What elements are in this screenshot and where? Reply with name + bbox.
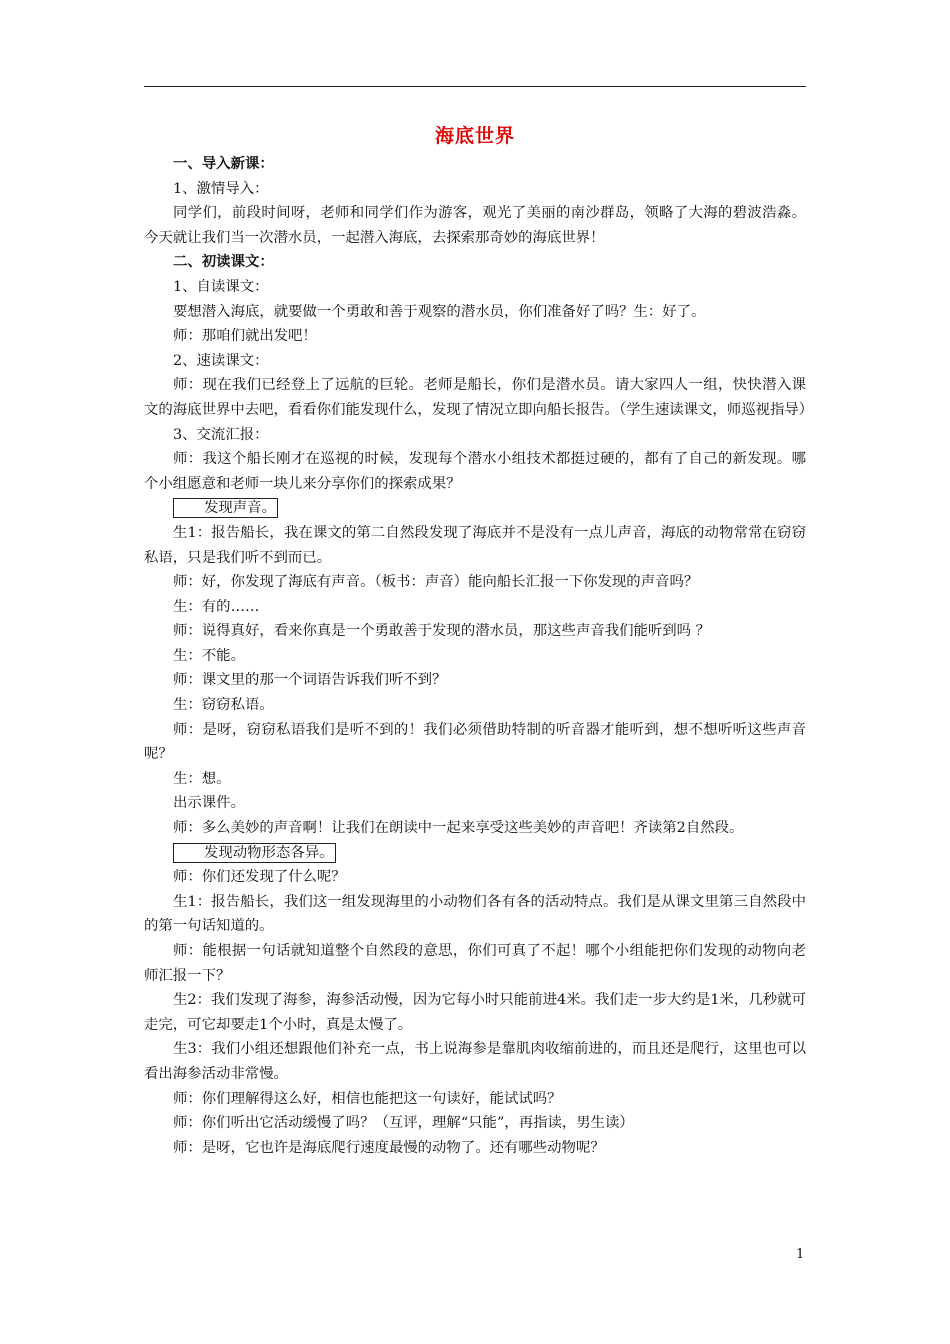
paragraph: 1、激情导入： — [173, 180, 269, 197]
page-number: 1 — [796, 1247, 805, 1262]
paragraph: 师：你们听出它活动缓慢了吗？（互评，理解“只能”，再指读，男生读） — [173, 1115, 634, 1132]
boxed-label: 发现动物形态各异。 — [173, 843, 336, 863]
boxed-label: 发现声音。 — [173, 498, 278, 518]
paragraph-list — [144, 152, 814, 1160]
paragraph: 师：课文里的那一个词语告诉我们听不到？ — [173, 672, 447, 689]
header-rule — [144, 86, 806, 87]
paragraph: 生3：我们小组还想跟他们补充一点，书上说海参是靠肌肉收缩前进的，而且还是爬行，这里也可以看出海参活动非常慢。 — [144, 1041, 806, 1082]
paragraph: 师：多么美妙的声音啊！让我们在朗读中一起来享受这些美妙的声音吧！齐读第2自然段。 — [173, 820, 744, 837]
paragraph: 出示课件。 — [173, 795, 245, 812]
paragraph: 生：不能。 — [173, 647, 245, 664]
paragraph: 师：你们理解得这么好，相信也能把这一句读好，能试试吗？ — [173, 1090, 562, 1107]
paragraph: 要想潜入海底，就要做一个勇敢和善于观察的潜水员，你们准备好了吗？生：好了。 — [173, 303, 706, 320]
paragraph: 师：是呀，它也许是海底爬行速度最慢的动物了。还有哪些动物呢？ — [173, 1139, 605, 1156]
paragraph: 1、自读课文： — [173, 278, 269, 295]
paragraph: 师：那咱们就出发吧！ — [173, 328, 317, 345]
paragraph: 3、交流汇报： — [173, 426, 269, 443]
paragraph: 师：现在我们已经登上了远航的巨轮。老师是船长，你们是潜水员。请大家四人一组，快快潜入课文的海底世界中去吧，看看你们能发现什么，发现了情况立即向船长报告。（学生速读课文，师巡视指导） — [144, 377, 814, 418]
paragraph: 师：我这个船长刚才在巡视的时候，发现每个潜水小组技术都挺过硬的，都有了自己的新发现。哪个小组愿意和老师一块儿来分享你们的探索成果？ — [144, 451, 806, 492]
boxed-label-line — [144, 496, 806, 521]
paragraph: 生：有的…… — [173, 598, 260, 615]
page-title: 海底世界 — [434, 125, 515, 147]
document-body — [144, 122, 814, 1160]
paragraph: 生1：报告船长，我们这一组发现海里的小动物们各有各的活动特点。我们是从课文里第三自然段中的第一句话知道的。 — [144, 893, 806, 935]
paragraph: 生1：报告船长，我在课文的第二自然段发现了海底并不是没有一点儿声音，海底的动物常常在窃窃私语，只是我们听不到而已。 — [144, 524, 806, 566]
boxed-label-line — [144, 841, 806, 866]
paragraph: 生：窃窃私语。 — [173, 697, 274, 714]
section-heading: 一、导入新课： — [173, 155, 274, 172]
paragraph: 师：好，你发现了海底有声音。（板书：声音）能向船长汇报一下你发现的声音吗？ — [173, 574, 699, 591]
section-heading: 二、初读课文： — [173, 253, 274, 271]
paragraph: 师：你们还发现了什么呢？ — [173, 869, 346, 886]
paragraph: 生：想。 — [173, 770, 231, 787]
paragraph: 生2：我们发现了海参，海参活动慢，因为它每小时只能前进4米。我们走一步大约是1米，几秒就可走完，可它却要走1个小时，真是太慢了。 — [144, 992, 806, 1033]
paragraph: 师：是呀，窃窃私语我们是听不到的！我们必须借助特制的听音器才能听到，想不想听听这些声音呢？ — [144, 721, 806, 763]
paragraph: 师：说得真好，看来你真是一个勇敢善于发现的潜水员，那这些声音我们能听到吗 ？ — [173, 623, 711, 640]
paragraph: 2、速读课文： — [173, 352, 269, 369]
paragraph: 同学们，前段时间呀，老师和同学们作为游客，观光了美丽的南沙群岛，领略了大海的碧波浩淼。今天就让我们当一次潜水员，一起潜入海底，去探索那奇妙的海底世界！ — [144, 205, 806, 246]
paragraph: 师：能根据一句话就知道整个自然段的意思，你们可真了不起！哪个小组能把你们发现的动物向老师汇报一下？ — [144, 943, 806, 984]
